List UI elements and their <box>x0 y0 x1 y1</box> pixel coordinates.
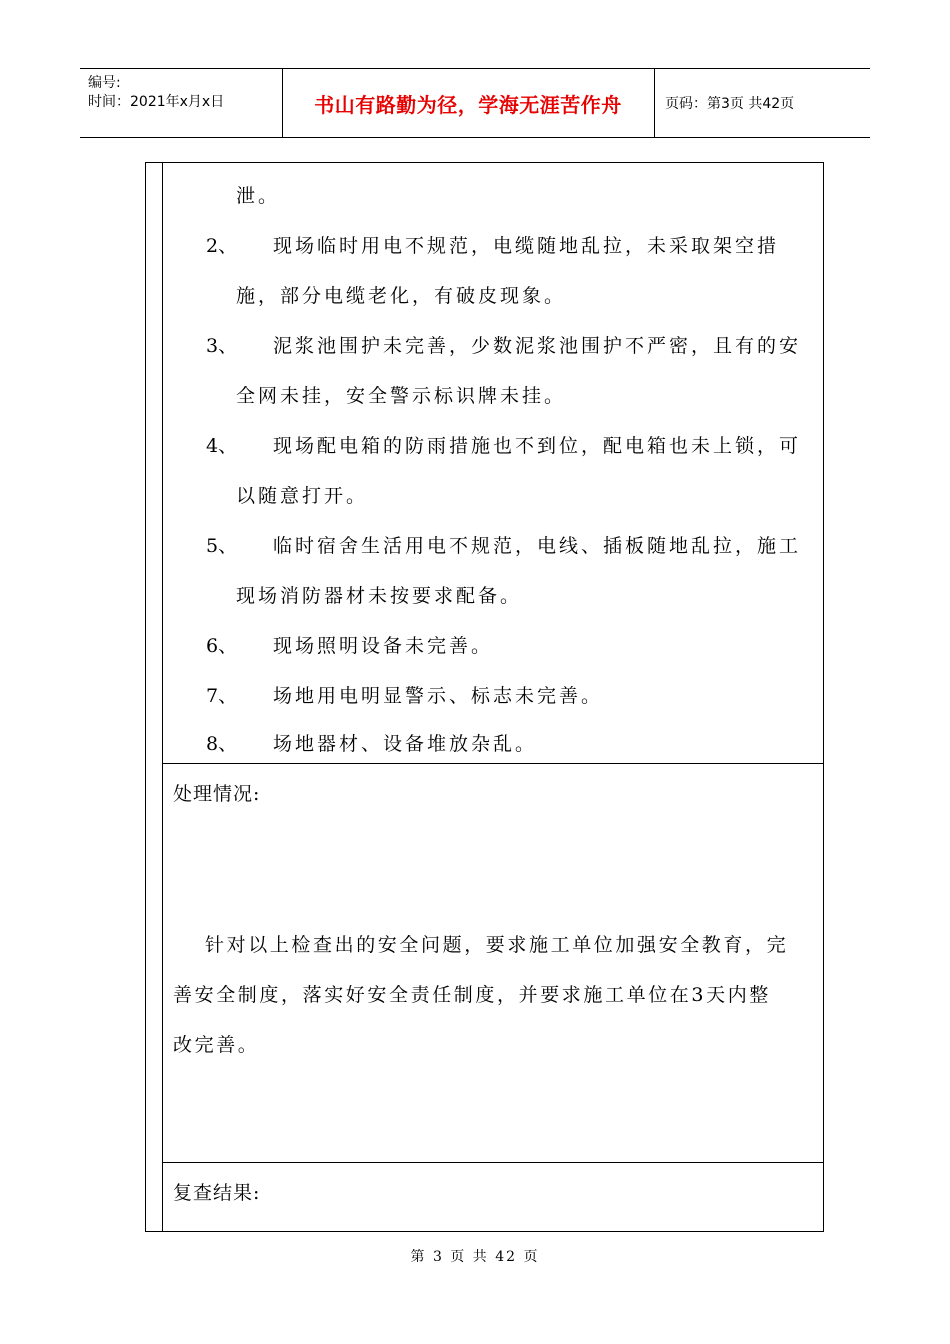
issue-number: 2、 <box>206 235 238 257</box>
issue-number: 3、 <box>206 335 238 357</box>
handling-text-line: 针对以上检查出的安全问题，要求施工单位加强安全教育，完 <box>205 934 789 956</box>
header-page-cell <box>655 69 870 137</box>
review-label: 复查结果: <box>173 1182 261 1204</box>
issue-line: 泥浆池围护未完善，少数泥浆池围护不严密，且有的安 <box>273 335 802 357</box>
issue-number: 4、 <box>206 435 238 457</box>
issue-line: 以随意打开。 <box>236 485 369 507</box>
issue-line: 现场配电箱的防雨措施也不到位，配电箱也未上锁，可 <box>273 435 802 457</box>
issue-line: 场地用电明显警示、标志未完善。 <box>273 685 604 707</box>
page-footer: 第 3 页 共 42 页 <box>410 1249 540 1265</box>
inspection-table <box>162 162 824 1232</box>
table-left-gutter <box>145 162 162 1232</box>
issue-line: 施，部分电缆老化，有破皮现象。 <box>236 285 567 307</box>
document-date: 时间：2021年x月x日 <box>88 94 225 110</box>
review-section <box>163 1162 823 1232</box>
document-number-label: 编号: <box>88 75 121 91</box>
issue-number: 8、 <box>206 733 238 755</box>
issue-line: 场地器材、设备堆放杂乱。 <box>273 733 538 755</box>
issue-number: 5、 <box>206 535 238 557</box>
issue-number: 6、 <box>206 635 238 657</box>
header-motto: 书山有路勤为径，学海无涯苦作舟 <box>314 92 622 117</box>
issue-line: 现场临时用电不规范，电缆随地乱拉，未采取架空措 <box>273 235 780 257</box>
issue-carry-over: 泄。 <box>236 185 281 207</box>
header-meta-cell <box>80 69 283 137</box>
issue-line: 现场照明设备未完善。 <box>273 635 494 657</box>
handling-text-line: 改完善。 <box>173 1034 260 1056</box>
issue-line: 临时宿舍生活用电不规范，电线、插板随地乱拉，施工 <box>273 535 802 557</box>
handling-label: 处理情况: <box>173 783 261 805</box>
issues-section <box>163 163 823 764</box>
handling-text-line: 善安全制度，落实好安全责任制度，并要求施工单位在3天内整 <box>173 984 771 1006</box>
page-header <box>80 68 870 138</box>
issue-line: 全网未挂，安全警示标识牌未挂。 <box>236 385 567 407</box>
header-motto-cell <box>282 69 655 137</box>
handling-section <box>163 763 823 1163</box>
header-page-info: 页码：第3页 共42页 <box>665 96 795 112</box>
issue-line: 现场消防器材未按要求配备。 <box>236 585 523 607</box>
issue-number: 7、 <box>206 685 238 707</box>
